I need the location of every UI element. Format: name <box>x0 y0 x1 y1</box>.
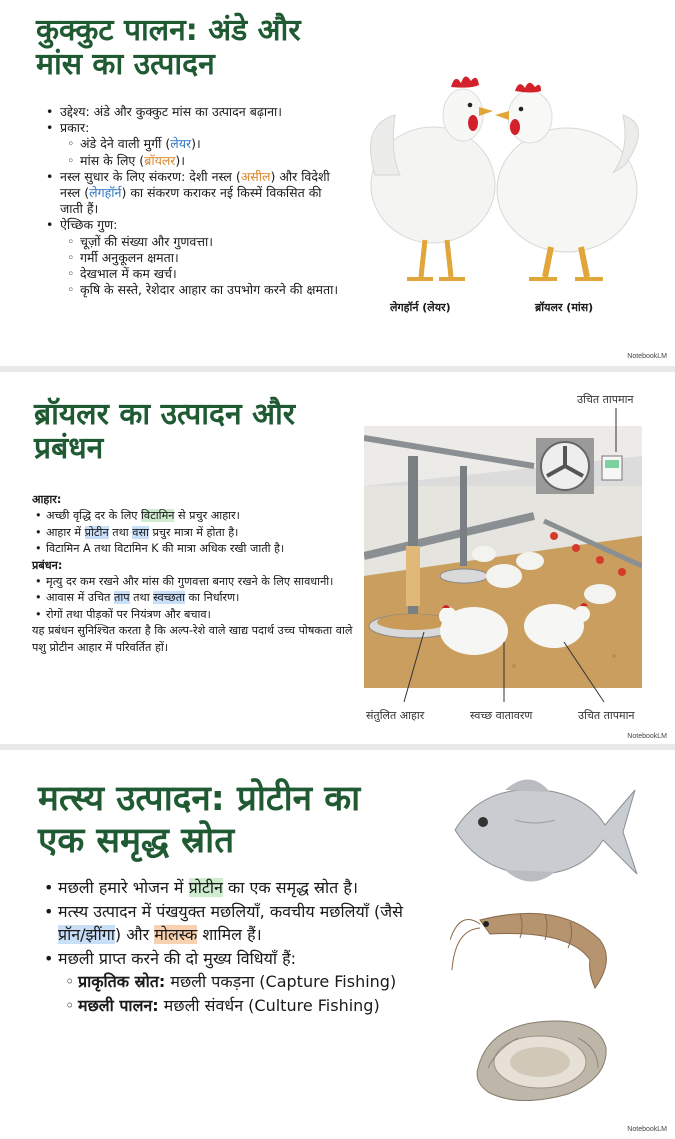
bullet-types <box>60 120 340 169</box>
label-balanced-diet: संतुलित आहार <box>366 709 425 722</box>
trait-item: ◦ गर्मी अनुकूलन क्षमता। <box>80 250 340 266</box>
types-label: प्रकार: <box>60 120 90 136</box>
method-culture: ◦ मछली पालन: मछली संवर्धन (Culture Fishing) <box>78 994 428 1017</box>
aseel-term: असील <box>240 168 271 184</box>
slide3-bullets <box>58 876 428 1018</box>
oyster-icon <box>468 1008 613 1108</box>
protein-term: प्रोटीन <box>84 525 109 539</box>
hygiene-term: स्वच्छता <box>153 591 185 605</box>
caption-broiler: ब्रॉयलर (मांस) <box>535 301 594 314</box>
slide1-title: कुक्कुट पालन: अंडे और मांस का उत्पादन <box>36 13 301 83</box>
label-clean-environment: स्वच्छ वातावरण <box>470 709 533 722</box>
slide3-title: मत्स्य उत्पादन: प्रोटीन का एक समृद्ध स्रोत <box>38 779 361 861</box>
bullet-fish-protein: • मछली हमारे भोजन में प्रोटीन का एक समृद्ध स्रोत है। <box>58 876 428 899</box>
protein-term: प्रोटीन <box>188 878 223 897</box>
bullet-fish-types: • मत्स्य उत्पादन में पंखयुक्त मछलियाँ, कवचीय मछलियाँ (जैसे प्रॉन/झींगा) और मोलस्क शामिल हैं। <box>58 900 428 946</box>
type-layer: ◦ अंडे देने वाली मुर्गी (लेयर)। <box>80 136 340 152</box>
pomfret-fish-icon <box>445 770 640 890</box>
slide2-title: ब्रॉयलर का उत्पादन और प्रबंधन <box>34 397 296 467</box>
trait-item: ◦ चूज़ों की संख्या और गुणवत्ता। <box>80 234 340 250</box>
mollusc-term: मोलस्क <box>154 925 198 944</box>
label-proper-temperature-bottom: उचित तापमान <box>578 709 635 722</box>
broiler-hen-icon <box>495 83 639 279</box>
diet-item: • आहार में प्रोटीन तथा वसा प्रचुर मात्रा में होता है। <box>46 525 362 541</box>
diet-heading: आहार: <box>32 493 62 506</box>
layer-term: लेयर <box>170 136 192 152</box>
trait-item: ◦ कृषि के सस्ते, रेशेदार आहार का उपभोग करने की क्षमता। <box>80 282 340 298</box>
slide-broiler-management <box>0 372 675 744</box>
slide2-body <box>32 492 362 656</box>
notebooklm-watermark: NotebookLM <box>627 733 667 740</box>
management-item: • रोगों तथा पीड़कों पर नियंत्रण और बचाव। <box>46 607 362 623</box>
leghorn-hen-icon <box>371 76 496 279</box>
slide-poultry-overview <box>0 0 675 366</box>
diet-item: • अच्छी वृद्धि दर के लिए विटामिन से प्रचुर आहार। <box>46 508 362 524</box>
management-item: • आवास में उचित ताप तथा स्वच्छता का निर्धारण। <box>46 590 362 606</box>
bullet-methods: • मछली प्राप्त करने की दो मुख्य विधियाँ हैं: ◦ प्राकृतिक स्रोत: मछली पकड़ना (Capture Fishing) ◦ मछली पालन: मछली संवर्धन (Culture Fishing) <box>58 947 428 1017</box>
prawn-term: प्रॉन/झींगा <box>58 925 115 944</box>
label-pointer-lines <box>364 402 664 714</box>
management-summary: यह प्रबंधन सुनिश्चित करता है कि अल्प-रेशे वाले खाद्य पदार्थ उच्च पोषकता वाले पशु प्रोटीन आहार में परिवर्तित हों। <box>32 624 353 654</box>
fat-term: वसा <box>132 525 149 539</box>
slide1-bullets <box>60 104 340 298</box>
broiler-term: ब्रॉयलर <box>144 152 176 168</box>
method-capture: ◦ प्राकृतिक स्रोत: मछली पकड़ना (Capture Fishing) <box>78 970 428 993</box>
management-heading: प्रबंधन: <box>32 558 63 572</box>
bullet-desired-traits: • ऐच्छिक गुण: ◦ चूज़ों की संख्या और गुणवत्ता। ◦ गर्मी अनुकूलन क्षमता। ◦ देखभाल में कम खर्च। ◦ कृषि के सस्ते, रेशेदार आहार का उपभोग करने की क्षमता। <box>60 217 340 298</box>
bullet-objective: • उद्देश्य: अंडे और कुक्कुट मांस का उत्पादन बढ़ाना। <box>60 104 340 120</box>
chickens-illustration <box>355 55 655 295</box>
leghorn-term: लेगहॉर्न <box>89 185 122 201</box>
notebooklm-watermark: NotebookLM <box>627 1126 667 1133</box>
management-item: • मृत्यु दर कम रखने और मांस की गुणवत्ता बनाए रखने के लिए सावधानी। <box>46 574 362 590</box>
temperature-term: ताप <box>113 591 130 605</box>
diet-item: • विटामिन A तथा विटामिन K की मात्रा अधिक रखी जाती है। <box>46 541 362 557</box>
slide-fish-production <box>0 750 675 1139</box>
bullet-crossbreeding: • नस्ल सुधार के लिए संकरण: देशी नस्ल (असील) और विदेशी नस्ल (लेगहॉर्न) का संकरण कराकर नई किस्में विकसित की जाती हैं। <box>60 169 340 218</box>
caption-leghorn: लेगहॉर्न (लेयर) <box>390 301 451 314</box>
trait-item: ◦ देखभाल में कम खर्च। <box>80 266 340 282</box>
label-proper-temperature-top: उचित तापमान <box>577 393 634 406</box>
vitamin-term: विटामिन <box>141 509 175 523</box>
prawn-icon <box>450 900 620 1000</box>
notebooklm-watermark: NotebookLM <box>627 353 667 360</box>
type-broiler: ◦ मांस के लिए (ब्रॉयलर)। <box>80 153 340 169</box>
